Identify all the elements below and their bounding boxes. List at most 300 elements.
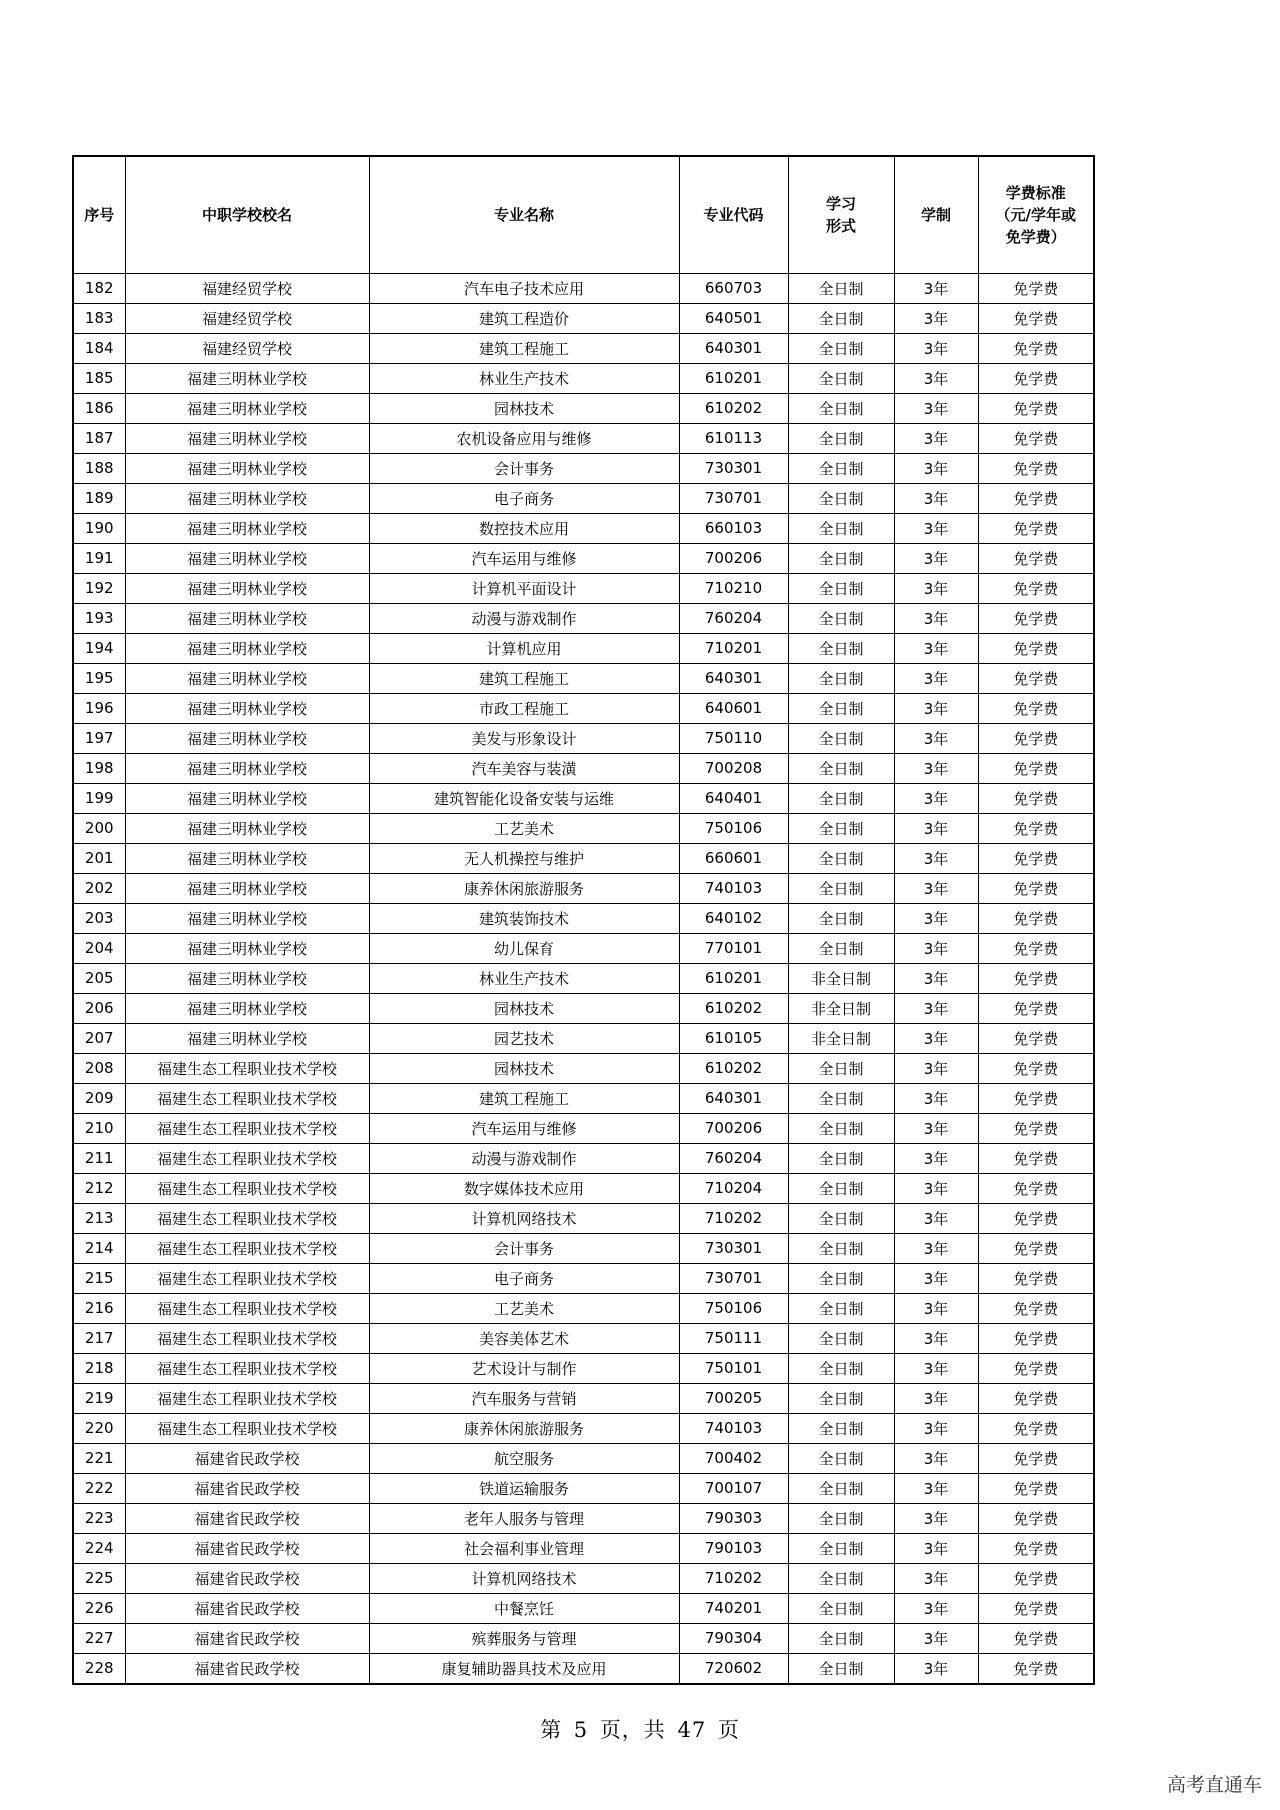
table-row: [73, 363, 1094, 393]
cell-school: 福建生态工程职业技术学校: [125, 1083, 369, 1113]
cell-study-form: 全日制: [788, 1503, 894, 1533]
cell-study-form: 全日制: [788, 1413, 894, 1443]
page-footer: [0, 1714, 1280, 1744]
cell-duration: 3年: [894, 993, 978, 1023]
cell-study-form: 非全日制: [788, 1023, 894, 1053]
cell-study-form: 全日制: [788, 1143, 894, 1173]
cell-duration: 3年: [894, 663, 978, 693]
cell-study-form: 全日制: [788, 1113, 894, 1143]
cell-duration: 3年: [894, 813, 978, 843]
table-row: [73, 273, 1094, 303]
cell-code: 640301: [679, 333, 788, 363]
cell-fee: 免学费: [978, 1533, 1094, 1563]
table-row: [73, 573, 1094, 603]
cell-code: 710210: [679, 573, 788, 603]
cell-seq: 218: [73, 1353, 125, 1383]
cell-major: 计算机平面设计: [369, 573, 679, 603]
cell-duration: 3年: [894, 1443, 978, 1473]
cell-major: 计算机网络技术: [369, 1563, 679, 1593]
table-row: [73, 723, 1094, 753]
cell-duration: 3年: [894, 513, 978, 543]
cell-code: 710202: [679, 1203, 788, 1233]
table-row: [73, 393, 1094, 423]
cell-school: 福建生态工程职业技术学校: [125, 1413, 369, 1443]
cell-duration: 3年: [894, 1023, 978, 1053]
cell-school: 福建经贸学校: [125, 333, 369, 363]
table-row: [73, 1323, 1094, 1353]
header-study-form: [788, 156, 894, 273]
cell-school: 福建省民政学校: [125, 1653, 369, 1684]
cell-code: 730301: [679, 1233, 788, 1263]
cell-school: 福建生态工程职业技术学校: [125, 1113, 369, 1143]
cell-school: 福建生态工程职业技术学校: [125, 1263, 369, 1293]
cell-code: 660601: [679, 843, 788, 873]
cell-code: 750111: [679, 1323, 788, 1353]
table-row: [73, 1413, 1094, 1443]
cell-major: 农机设备应用与维修: [369, 423, 679, 453]
cell-study-form: 全日制: [788, 663, 894, 693]
cell-school: 福建省民政学校: [125, 1563, 369, 1593]
cell-duration: 3年: [894, 1053, 978, 1083]
cell-duration: 3年: [894, 1353, 978, 1383]
cell-school: 福建生态工程职业技术学校: [125, 1293, 369, 1323]
cell-code: 730301: [679, 453, 788, 483]
cell-duration: 3年: [894, 843, 978, 873]
cell-seq: 201: [73, 843, 125, 873]
cell-fee: 免学费: [978, 1563, 1094, 1593]
table-row: [73, 1353, 1094, 1383]
cell-study-form: 全日制: [788, 1083, 894, 1113]
cell-school: 福建三明林业学校: [125, 423, 369, 453]
table-row: [73, 693, 1094, 723]
table-row: [73, 963, 1094, 993]
cell-school: 福建经贸学校: [125, 273, 369, 303]
fee-table-sheet: [72, 155, 1093, 1685]
cell-study-form: 全日制: [788, 933, 894, 963]
cell-duration: 3年: [894, 1593, 978, 1623]
cell-study-form: 全日制: [788, 723, 894, 753]
header-major: 专业名称: [369, 156, 679, 273]
cell-study-form: 全日制: [788, 543, 894, 573]
cell-fee: 免学费: [978, 1593, 1094, 1623]
cell-school: 福建三明林业学校: [125, 603, 369, 633]
cell-duration: 3年: [894, 1233, 978, 1263]
cell-fee: 免学费: [978, 1053, 1094, 1083]
cell-major: 计算机网络技术: [369, 1203, 679, 1233]
cell-study-form: 全日制: [788, 873, 894, 903]
cell-school: 福建生态工程职业技术学校: [125, 1143, 369, 1173]
cell-duration: 3年: [894, 1563, 978, 1593]
fee-table: [72, 155, 1095, 1685]
cell-seq: 185: [73, 363, 125, 393]
table-row: [73, 1053, 1094, 1083]
cell-code: 700208: [679, 753, 788, 783]
table-row: [73, 813, 1094, 843]
table-row: [73, 603, 1094, 633]
table-row: [73, 843, 1094, 873]
cell-school: 福建省民政学校: [125, 1473, 369, 1503]
cell-fee: 免学费: [978, 843, 1094, 873]
cell-code: 640501: [679, 303, 788, 333]
cell-code: 610201: [679, 363, 788, 393]
cell-major: 数控技术应用: [369, 513, 679, 543]
cell-school: 福建三明林业学校: [125, 753, 369, 783]
cell-school: 福建三明林业学校: [125, 483, 369, 513]
cell-duration: 3年: [894, 753, 978, 783]
cell-duration: 3年: [894, 1533, 978, 1563]
cell-code: 760204: [679, 603, 788, 633]
cell-study-form: 全日制: [788, 603, 894, 633]
cell-fee: 免学费: [978, 1203, 1094, 1233]
cell-seq: 191: [73, 543, 125, 573]
cell-code: 750106: [679, 1293, 788, 1323]
cell-seq: 206: [73, 993, 125, 1023]
cell-study-form: 全日制: [788, 393, 894, 423]
header-study-form-line1: 学习: [825, 194, 856, 213]
cell-seq: 222: [73, 1473, 125, 1503]
cell-school: 福建三明林业学校: [125, 363, 369, 393]
cell-study-form: 全日制: [788, 813, 894, 843]
cell-study-form: 全日制: [788, 1593, 894, 1623]
cell-code: 700206: [679, 1113, 788, 1143]
cell-fee: 免学费: [978, 603, 1094, 633]
cell-school: 福建三明林业学校: [125, 933, 369, 963]
cell-fee: 免学费: [978, 543, 1094, 573]
table-row: [73, 1593, 1094, 1623]
cell-code: 790103: [679, 1533, 788, 1563]
cell-fee: 免学费: [978, 273, 1094, 303]
cell-code: 660703: [679, 273, 788, 303]
cell-major: 美发与形象设计: [369, 723, 679, 753]
table-row: [73, 993, 1094, 1023]
cell-fee: 免学费: [978, 1083, 1094, 1113]
cell-seq: 212: [73, 1173, 125, 1203]
cell-school: 福建三明林业学校: [125, 963, 369, 993]
cell-school: 福建三明林业学校: [125, 783, 369, 813]
cell-major: 美容美体艺术: [369, 1323, 679, 1353]
cell-school: 福建三明林业学校: [125, 693, 369, 723]
cell-school: 福建省民政学校: [125, 1443, 369, 1473]
cell-duration: 3年: [894, 1113, 978, 1143]
cell-school: 福建生态工程职业技术学校: [125, 1323, 369, 1353]
table-row: [73, 483, 1094, 513]
cell-code: 740103: [679, 1413, 788, 1443]
footer-suffix: 页: [717, 1718, 740, 1742]
cell-major: 林业生产技术: [369, 963, 679, 993]
table-row: [73, 453, 1094, 483]
cell-study-form: 全日制: [788, 693, 894, 723]
cell-duration: 3年: [894, 1383, 978, 1413]
cell-duration: 3年: [894, 1203, 978, 1233]
cell-study-form: 全日制: [788, 1203, 894, 1233]
cell-seq: 203: [73, 903, 125, 933]
cell-school: 福建三明林业学校: [125, 543, 369, 573]
cell-major: 电子商务: [369, 1263, 679, 1293]
cell-code: 710201: [679, 633, 788, 663]
cell-fee: 免学费: [978, 303, 1094, 333]
cell-code: 610201: [679, 963, 788, 993]
cell-major: 园林技术: [369, 1053, 679, 1083]
cell-school: 福建三明林业学校: [125, 633, 369, 663]
cell-duration: 3年: [894, 783, 978, 813]
table-row: [73, 1203, 1094, 1233]
table-row: [73, 1233, 1094, 1263]
header-fee-line2: （元/学年或: [995, 205, 1076, 224]
table-row: [73, 1083, 1094, 1113]
cell-fee: 免学费: [978, 1443, 1094, 1473]
cell-code: 750101: [679, 1353, 788, 1383]
cell-major: 汽车电子技术应用: [369, 273, 679, 303]
cell-seq: 193: [73, 603, 125, 633]
cell-fee: 免学费: [978, 993, 1094, 1023]
cell-major: 林业生产技术: [369, 363, 679, 393]
cell-fee: 免学费: [978, 723, 1094, 753]
cell-school: 福建三明林业学校: [125, 663, 369, 693]
cell-duration: 3年: [894, 1503, 978, 1533]
cell-duration: 3年: [894, 1143, 978, 1173]
cell-major: 园林技术: [369, 993, 679, 1023]
cell-major: 建筑工程施工: [369, 333, 679, 363]
cell-study-form: 全日制: [788, 1233, 894, 1263]
cell-study-form: 全日制: [788, 1653, 894, 1684]
cell-code: 640301: [679, 1083, 788, 1113]
cell-seq: 199: [73, 783, 125, 813]
cell-fee: 免学费: [978, 633, 1094, 663]
cell-duration: 3年: [894, 273, 978, 303]
cell-major: 电子商务: [369, 483, 679, 513]
cell-fee: 免学费: [978, 693, 1094, 723]
cell-code: 730701: [679, 1263, 788, 1293]
cell-code: 710204: [679, 1173, 788, 1203]
table-row: [73, 1113, 1094, 1143]
cell-duration: 3年: [894, 1173, 978, 1203]
cell-major: 艺术设计与制作: [369, 1353, 679, 1383]
cell-fee: 免学费: [978, 333, 1094, 363]
cell-seq: 198: [73, 753, 125, 783]
cell-duration: 3年: [894, 363, 978, 393]
cell-school: 福建三明林业学校: [125, 513, 369, 543]
table-row: [73, 663, 1094, 693]
cell-seq: 220: [73, 1413, 125, 1443]
footer-mid: 页，共: [599, 1718, 666, 1742]
cell-seq: 221: [73, 1443, 125, 1473]
watermark: 高考直通车: [1166, 1774, 1262, 1796]
header-fee-line3: 免学费）: [1005, 227, 1066, 246]
cell-study-form: 全日制: [788, 1173, 894, 1203]
cell-school: 福建省民政学校: [125, 1503, 369, 1533]
table-row: [73, 1173, 1094, 1203]
cell-seq: 211: [73, 1143, 125, 1173]
cell-study-form: 非全日制: [788, 993, 894, 1023]
table-row: [73, 1653, 1094, 1684]
header-study-form-line2: 形式: [825, 216, 856, 235]
cell-fee: 免学费: [978, 1503, 1094, 1533]
cell-school: 福建生态工程职业技术学校: [125, 1203, 369, 1233]
cell-duration: 3年: [894, 1623, 978, 1653]
cell-duration: 3年: [894, 393, 978, 423]
cell-study-form: 全日制: [788, 633, 894, 663]
cell-school: 福建生态工程职业技术学校: [125, 1233, 369, 1263]
cell-fee: 免学费: [978, 813, 1094, 843]
cell-school: 福建三明林业学校: [125, 813, 369, 843]
cell-duration: 3年: [894, 1293, 978, 1323]
cell-code: 710202: [679, 1563, 788, 1593]
cell-school: 福建三明林业学校: [125, 993, 369, 1023]
cell-school: 福建省民政学校: [125, 1533, 369, 1563]
cell-seq: 197: [73, 723, 125, 753]
cell-code: 770101: [679, 933, 788, 963]
cell-major: 社会福利事业管理: [369, 1533, 679, 1563]
cell-major: 幼儿保育: [369, 933, 679, 963]
cell-seq: 189: [73, 483, 125, 513]
cell-major: 工艺美术: [369, 1293, 679, 1323]
cell-fee: 免学费: [978, 1143, 1094, 1173]
header-fee: [978, 156, 1094, 273]
cell-duration: 3年: [894, 1653, 978, 1684]
cell-code: 640102: [679, 903, 788, 933]
table-row: [73, 1383, 1094, 1413]
cell-fee: 免学费: [978, 393, 1094, 423]
cell-code: 750106: [679, 813, 788, 843]
cell-major: 汽车运用与维修: [369, 543, 679, 573]
cell-fee: 免学费: [978, 1353, 1094, 1383]
cell-seq: 205: [73, 963, 125, 993]
cell-major: 中餐烹饪: [369, 1593, 679, 1623]
cell-fee: 免学费: [978, 1653, 1094, 1684]
cell-fee: 免学费: [978, 423, 1094, 453]
cell-code: 610105: [679, 1023, 788, 1053]
cell-duration: 3年: [894, 1323, 978, 1353]
cell-school: 福建省民政学校: [125, 1593, 369, 1623]
cell-fee: 免学费: [978, 573, 1094, 603]
cell-major: 建筑装饰技术: [369, 903, 679, 933]
table-row: [73, 1143, 1094, 1173]
cell-major: 康复辅助器具技术及应用: [369, 1653, 679, 1684]
cell-study-form: 全日制: [788, 333, 894, 363]
cell-major: 汽车美容与装潢: [369, 753, 679, 783]
footer-page-number: 5: [573, 1718, 589, 1742]
cell-fee: 免学费: [978, 963, 1094, 993]
cell-seq: 225: [73, 1563, 125, 1593]
cell-major: 市政工程施工: [369, 693, 679, 723]
header-row: [73, 156, 1094, 273]
cell-study-form: 全日制: [788, 1053, 894, 1083]
cell-study-form: 全日制: [788, 303, 894, 333]
cell-duration: 3年: [894, 1473, 978, 1503]
cell-study-form: 全日制: [788, 1383, 894, 1413]
cell-seq: 216: [73, 1293, 125, 1323]
cell-duration: 3年: [894, 423, 978, 453]
cell-duration: 3年: [894, 573, 978, 603]
table-row: [73, 873, 1094, 903]
cell-code: 740201: [679, 1593, 788, 1623]
cell-school: 福建三明林业学校: [125, 393, 369, 423]
cell-seq: 223: [73, 1503, 125, 1533]
cell-code: 720602: [679, 1653, 788, 1684]
cell-major: 康养休闲旅游服务: [369, 873, 679, 903]
cell-study-form: 全日制: [788, 1473, 894, 1503]
table-row: [73, 1503, 1094, 1533]
cell-seq: 227: [73, 1623, 125, 1653]
cell-major: 老年人服务与管理: [369, 1503, 679, 1533]
cell-seq: 183: [73, 303, 125, 333]
cell-code: 700107: [679, 1473, 788, 1503]
cell-seq: 210: [73, 1113, 125, 1143]
cell-study-form: 全日制: [788, 483, 894, 513]
cell-study-form: 全日制: [788, 363, 894, 393]
cell-fee: 免学费: [978, 1173, 1094, 1203]
cell-code: 660103: [679, 513, 788, 543]
cell-major: 汽车运用与维修: [369, 1113, 679, 1143]
cell-code: 610202: [679, 393, 788, 423]
cell-study-form: 全日制: [788, 903, 894, 933]
cell-school: 福建生态工程职业技术学校: [125, 1353, 369, 1383]
table-row: [73, 1623, 1094, 1653]
cell-major: 园艺技术: [369, 1023, 679, 1053]
cell-seq: 226: [73, 1593, 125, 1623]
cell-fee: 免学费: [978, 1383, 1094, 1413]
table-row: [73, 1263, 1094, 1293]
cell-major: 动漫与游戏制作: [369, 603, 679, 633]
cell-study-form: 全日制: [788, 843, 894, 873]
cell-study-form: 全日制: [788, 1323, 894, 1353]
cell-duration: 3年: [894, 453, 978, 483]
cell-fee: 免学费: [978, 1623, 1094, 1653]
cell-school: 福建生态工程职业技术学校: [125, 1173, 369, 1203]
cell-fee: 免学费: [978, 453, 1094, 483]
cell-fee: 免学费: [978, 1233, 1094, 1263]
cell-seq: 187: [73, 423, 125, 453]
cell-duration: 3年: [894, 483, 978, 513]
cell-fee: 免学费: [978, 1413, 1094, 1443]
table-row: [73, 1533, 1094, 1563]
cell-major: 会计事务: [369, 453, 679, 483]
cell-major: 康养休闲旅游服务: [369, 1413, 679, 1443]
cell-code: 730701: [679, 483, 788, 513]
cell-seq: 188: [73, 453, 125, 483]
table-row: [73, 903, 1094, 933]
cell-study-form: 全日制: [788, 753, 894, 783]
cell-code: 760204: [679, 1143, 788, 1173]
cell-duration: 3年: [894, 303, 978, 333]
cell-fee: 免学费: [978, 363, 1094, 393]
cell-code: 610202: [679, 993, 788, 1023]
cell-study-form: 非全日制: [788, 963, 894, 993]
cell-school: 福建三明林业学校: [125, 903, 369, 933]
cell-major: 计算机应用: [369, 633, 679, 663]
cell-major: 建筑工程施工: [369, 1083, 679, 1113]
cell-code: 750110: [679, 723, 788, 753]
cell-code: 640401: [679, 783, 788, 813]
cell-duration: 3年: [894, 963, 978, 993]
cell-seq: 224: [73, 1533, 125, 1563]
cell-code: 610113: [679, 423, 788, 453]
cell-seq: 190: [73, 513, 125, 543]
cell-seq: 209: [73, 1083, 125, 1113]
cell-duration: 3年: [894, 543, 978, 573]
cell-fee: 免学费: [978, 783, 1094, 813]
cell-duration: 3年: [894, 1263, 978, 1293]
cell-fee: 免学费: [978, 483, 1094, 513]
cell-study-form: 全日制: [788, 1263, 894, 1293]
cell-code: 610202: [679, 1053, 788, 1083]
cell-seq: 202: [73, 873, 125, 903]
cell-duration: 3年: [894, 1083, 978, 1113]
cell-study-form: 全日制: [788, 783, 894, 813]
cell-major: 铁道运输服务: [369, 1473, 679, 1503]
cell-duration: 3年: [894, 873, 978, 903]
cell-major: 工艺美术: [369, 813, 679, 843]
